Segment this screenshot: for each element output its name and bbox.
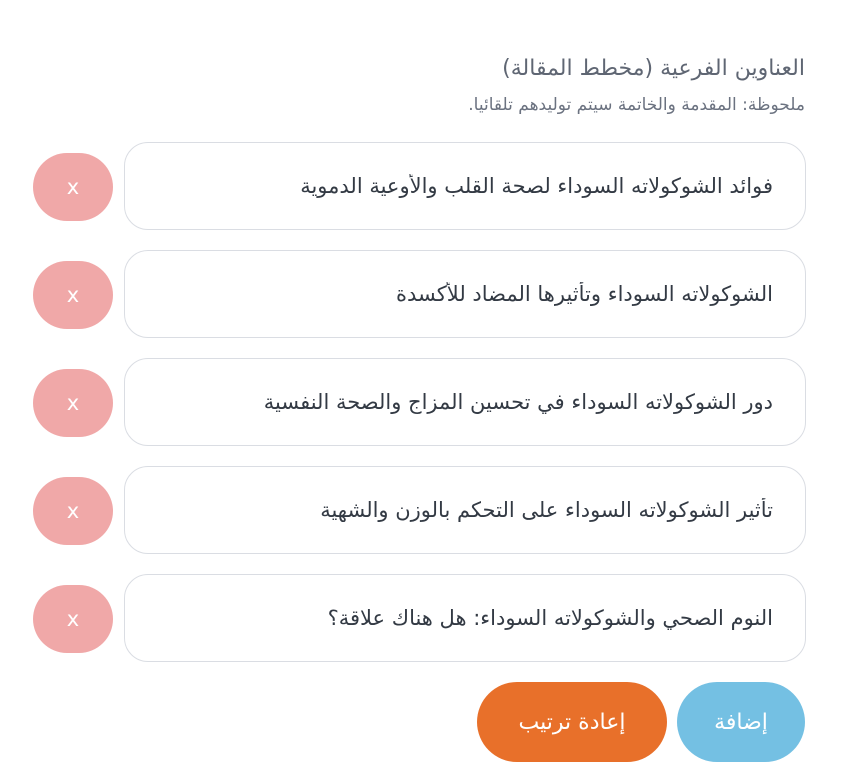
subheading-row (33, 574, 806, 666)
subheading-input[interactable] (124, 250, 806, 338)
reorder-button[interactable]: إعادة ترتيب (477, 682, 667, 762)
subheading-row (33, 466, 806, 558)
subheading-row (33, 358, 806, 450)
subheading-input[interactable] (124, 466, 806, 554)
section-note: ملحوظة: المقدمة والخاتمة سيتم توليدهم تلقائيا. (468, 95, 805, 115)
section-title: العناوين الفرعية (مخطط المقالة) (502, 56, 805, 81)
subheading-input[interactable] (124, 142, 806, 230)
subheading-list (33, 142, 806, 682)
remove-subheading-button[interactable]: x (33, 585, 113, 653)
remove-subheading-button[interactable]: x (33, 369, 113, 437)
remove-subheading-button[interactable]: x (33, 153, 113, 221)
remove-subheading-button[interactable]: x (33, 261, 113, 329)
subheading-input[interactable] (124, 574, 806, 662)
add-subheading-button[interactable]: إضافة (677, 682, 805, 762)
remove-subheading-button[interactable]: x (33, 477, 113, 545)
subheading-row (33, 142, 806, 234)
subheading-input[interactable] (124, 358, 806, 446)
subheading-row (33, 250, 806, 342)
